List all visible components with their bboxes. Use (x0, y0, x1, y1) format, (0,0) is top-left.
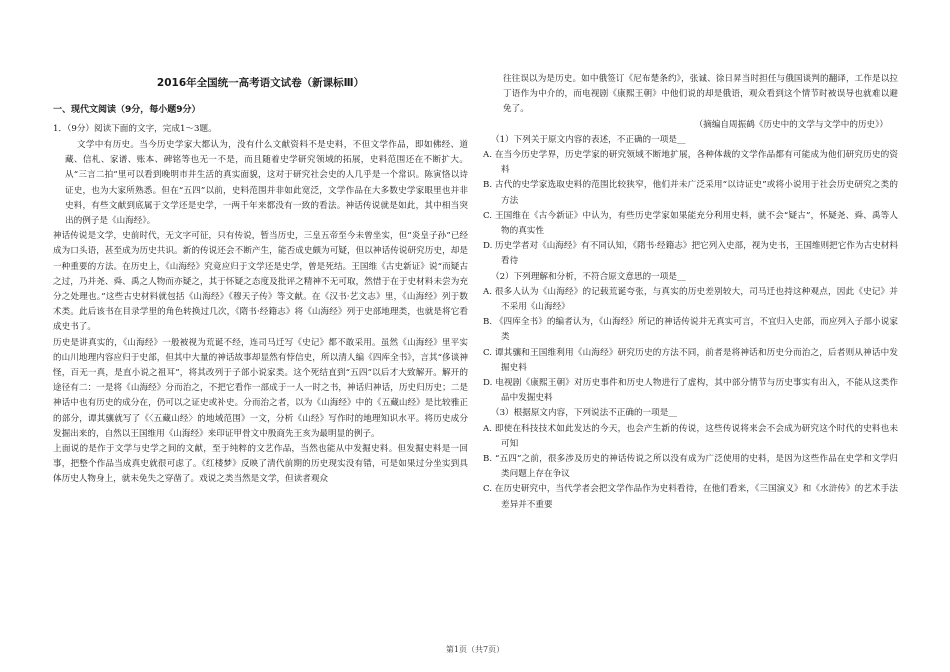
page-title: 2016年全国统一高考语文试卷（新课标Ⅲ） (156, 77, 365, 89)
attribution: （摘编自周振鹤《历史中的文学与文学中的历史》） (694, 119, 888, 130)
answer-option[interactable]: D. 历史学者对《山海经》有不同认知，《隋书·经籍志》把它列入史部，视为史书，王国维则把它作为古史材料看待 (483, 241, 898, 267)
answer-option[interactable]: A. 即使在科技技术如此发达的今天，也会产生新的传说，这些传说将来会不会成为研究这个时代的史料也未可知 (483, 423, 898, 449)
passage-paragraph: 历史是讲真实的，《山海经》一般被视为荒诞不经，连司马迁写《史记》都不敢采用。虽然《山海经》里平实的山川地理内容应归于史部，但其中大量的神话故事却显然有悖信史，所以清人编《四库全书》，言其“侈谈神怪，百无一真，是直小说之祖耳”，将其改列于子部小说家类。这个死结直到“五四”以后才大致解开。解开的途径有二：一是将《山海经》分而治之，不把它看作一部成于一人一时之书，神话归神话，历史归历史；二是神话中也有历史的成分在，仍可以之证史或补史。分而治之者，以为《山海经》中的《五藏山经》是比较雅正的部分，谭其骧就写了《〈五藏山经〉的地域范围》一文，分析《山经》写作时的地理知识水平。将历史成分发掘出来的，自然以王国维用《山海经》来印证甲骨文中殷商先王亥为最明显的例子。 (53, 337, 468, 439)
passage-continuation: 往往误以为是历史。如中俄签订《尼布楚条约》，张诚、徐日昇当时担任与俄国谈判的翻译，工作是以拉丁语作为中介的，而电视剧《康熙王朝》中他们说的却是俄语，观众看到这个情节时被误导也就难以避免了。 (503, 74, 898, 115)
answer-option[interactable]: B. 《四库全书》的编者认为，《山海经》所记的神话传说并无真实可言，不宜归入史部，而应列入子部小说家类 (483, 317, 898, 343)
passage-left (53, 138, 468, 488)
answer-option[interactable]: C. 谭其骧和王国维利用《山海经》研究历史的方法不同，前者是将神话和历史分而治之，后者则从神话中发掘史料 (483, 347, 898, 373)
answer-option[interactable]: C. 王国维在《古今新证》中认为，有些历史学家如果能充分利用史料，就不会“疑古”，怀疑尧、舜、禹等人物的真实性 (483, 210, 898, 237)
question-stem: （1）下列关于原文内容的表述，不正确的一项是__ (491, 134, 686, 145)
section-heading: 一、现代文阅读（9分，每小题9分） (53, 105, 201, 115)
passage-paragraph: 上面说的是作于文学与史学之间的文献，至于纯粹的文艺作品，当然也能从中发掘史料。但发掘史料是一回事，把整个作品当成真史就很可虑了。《红楼梦》反映了清代前期的历史现实没有错，可是如果过分坐实到具体历史人物身上，就未免失之穿凿了。戏说之类当然是文学，但读者观众 (53, 444, 468, 485)
question-stem: （3）根据原文内容，下列说法不正确的一项是__ (491, 408, 677, 419)
answer-option[interactable]: A. 在当今历史学界，历史学家的研究领域不断地扩展，各种体裁的文学作品都有可能成为他们研究历史的资料 (483, 150, 898, 176)
passage-paragraph: 文学中有历史。当今历史学家大都认为，没有什么文献资料不是史料，不但文学作品，即如佛经、道藏、信札、家谱、账本、碑铭等也无一不是，而且随着史学研究领域的拓展，史料范围还在不断扩大。从“三言二拍”里可以看到晚明市井生活的真实面貌，这对于研究社会史的人几乎是一个常识。陈寅恪以诗证史，也为大家所熟悉。但在“五四”以前，史料范围并非如此宽泛，文学作品在大多数史学家眼里也并非史料，有些文献到底属于文学还是史学，一两千年来都没有一致的看法。神话传说就是如此，其中相当突出的例子是《山海经》。 (65, 140, 468, 227)
answer-option[interactable]: B. “五四”之前，很多涉及历史的神话传说之所以没有成为广泛使用的史料，是因为这些作品在史学和文学归类问题上存在争议 (483, 454, 898, 480)
answer-option[interactable]: D. 电视剧《康熙王朝》对历史事件和历史人物进行了虚构，其中部分情节与历史事实有出入，不能从这类作品中发掘史料 (483, 378, 898, 404)
questions (483, 133, 898, 513)
passage-paragraph: 神话传说是文学，史前时代，无文字可征，只有传说，暂当历史，三皇五帝至今未曾坐实，但“炎皇子孙”已经成为口头语，甚至成为历史共识。新的传说还会不断产生，能否成史颇为可疑，但以神话传说研究历史，却是一种重要的方法。在历史上，《山海经》究竟应归于文学还是史学，曾是死结。王国维《古史新证》说“而疑古之过，乃并尧、舜、禹之人物而亦疑之，其于怀疑之态度及批评之精神不无可取，然惜于在于史材料未尝为充分之处理也。”这些古史材料就包括《山海经》《穆天子传》等文献。在《汉书·艺文志》里，《山海经》列于数术类。此后该书在目录学里的角色转换过几次，《隋书·经籍志》将《山海经》列于史部地理类，也就是将它看成史书了。 (53, 231, 468, 333)
right-column (483, 72, 898, 513)
question-stem: （2）下列理解和分析，不符合原文意思的一项是__ (491, 271, 686, 282)
answer-option[interactable]: A. 很多人认为《山海经》的记载荒诞夸张，与真实的历史差别较大，司马迁也持这种观点，因此《史记》并不采用《山海经》 (483, 286, 898, 313)
answer-option[interactable]: B. 古代的史学家选取史料的范围比较狭窄，他们并未广泛采用“以诗证史”或将小说用于社会历史研究之类的方法 (483, 180, 898, 206)
answer-option[interactable]: C. 在历史研究中，当代学者会把文学作品作为史料看待，在他们看来，《三国演义》和《水浒传》的艺术手法差异并不重要 (483, 484, 898, 510)
question-intro: 1．（9分）阅读下面的文字，完成1～3题。 (53, 124, 217, 134)
page-footer: 第1页（共7页） (445, 645, 505, 654)
